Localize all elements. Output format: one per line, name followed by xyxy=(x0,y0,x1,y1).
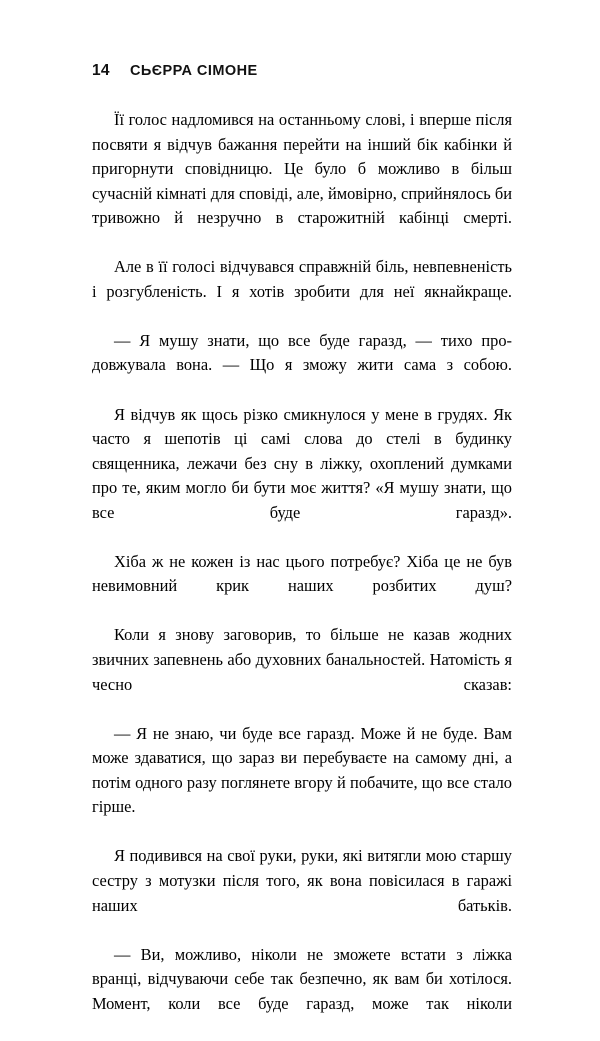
running-head-title: СЬЄРРА СІМОНЕ xyxy=(130,63,258,79)
running-head xyxy=(92,62,512,84)
paragraph: Я подивився на свої руки, руки, які витягли мою старшу сестру з мотузки після того, як вона повісилася в гаражі наших батьків. xyxy=(92,846,512,915)
body-text-block xyxy=(92,108,512,1041)
paragraph: — Я мушу знати, що все буде гаразд, — тихо продовжувала вона. — Що я зможу жити сама з собою. xyxy=(92,330,512,375)
paragraph: Я відчув як щось різко смикнулося у мене в грудях. Як часто я шепотів ці самі слова до стелі в будинку священника, лежачи без сну в ліжку, охоплений думками про те, яким могло би бути моє життя? «Я мушу знати, що все буде гаразд». xyxy=(92,404,512,522)
paragraph: — Ви, можливо, ніколи не зможете встати з ліжка вранці, відчуваючи себе так безпечно, як вам би хотілося. Момент, коли все буде гаразд, може так ніколи xyxy=(92,944,512,1013)
paragraph: — Я не знаю, чи буде все гаразд. Може й не буде. Вам може здаватися, що зараз ви перебуваєте на самому дні, а потім одного разу поглянете вгору й побачите, що все стало гірше. xyxy=(92,723,512,817)
page-number: 14 xyxy=(92,62,110,79)
paragraph: Коли я знову заговорив, то більше не казав жодних звичних запевнень або духовних банальностей. Натомість я чесно сказав: xyxy=(92,625,512,694)
paragraph: Але в її голосі відчувався справжній біль, невпевненість і розгубленість. І я хотів зробити для неї якнайкраще. xyxy=(92,257,512,301)
paragraph: Хіба ж не кожен із нас цього потребує? Хіба це не був невимовний крик наших розбитих душ? xyxy=(92,551,512,596)
paragraph: Її голос надломився на останньому слові, і вперше після посвяти я відчув бажання перейти на інший бік кабінки й пригорнути сповідницю. Це було б можливо в більш сучасній кімнаті для сповіді, але, ймовірно, сприйнялось би тривожно й незручно в старожитній кабінці смерті. xyxy=(92,110,512,228)
